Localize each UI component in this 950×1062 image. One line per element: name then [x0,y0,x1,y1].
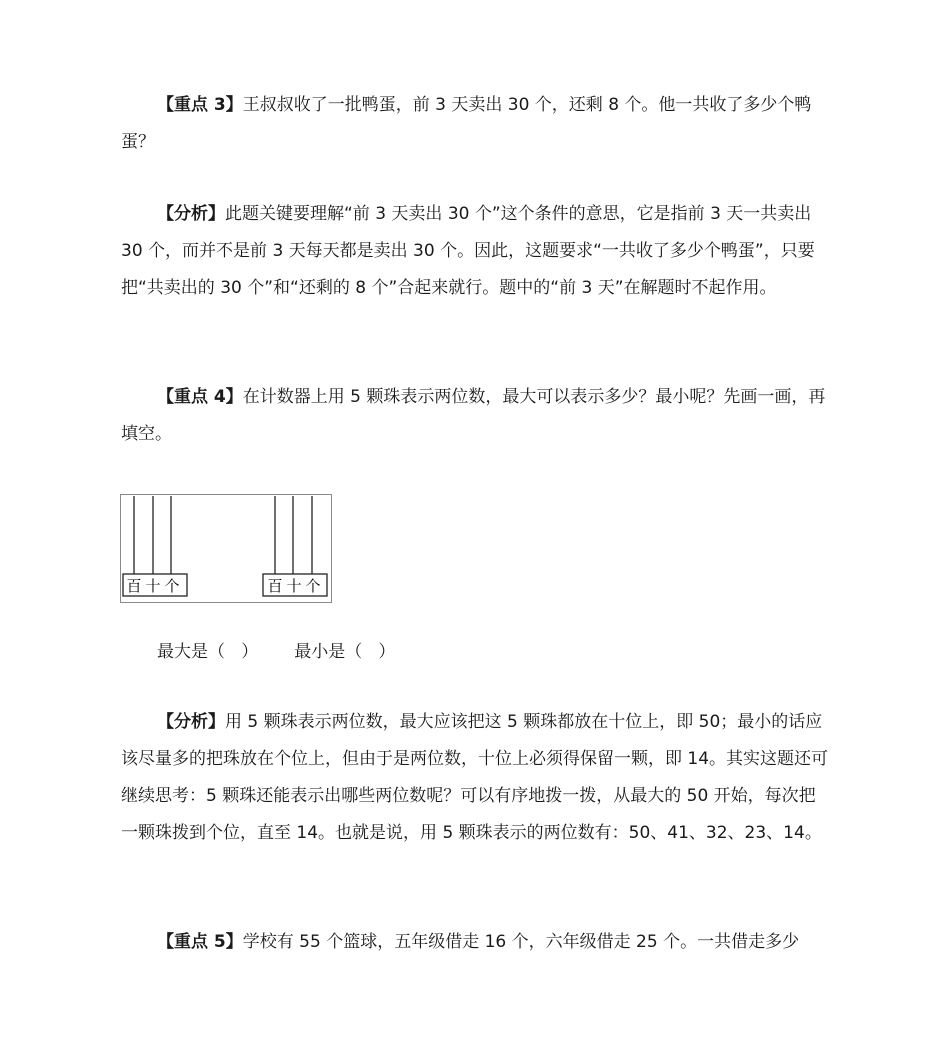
analysis-3 [121,196,831,307]
left-label-ones: 个 [164,577,180,595]
question-5-text: 学校有 55 个篮球，五年级借走 16 个，六年级借走 25 个。一共借走多少 [242,932,800,952]
analysis-4-label: 【分析】 [157,712,225,732]
question-4-text: 在计数器上用 5 颗珠表示两位数，最大可以表示多少？最小呢？先画一画，再填空。 [121,387,826,444]
question-4-label: 【重点 4】 [157,387,243,407]
abacus-figure [120,494,332,603]
fill-in-blanks [157,634,395,671]
max-blank: 最大是（ ） [157,642,259,662]
left-label-tens: 十 [145,577,161,595]
question-3-label: 【重点 3】 [157,95,243,115]
question-3 [121,87,831,161]
question-3-text: 王叔叔收了一批鸭蛋，前 3 天卖出 30 个，还剩 8 个。他一共收了多少个鸭蛋？ [121,95,812,152]
question-5-label: 【重点 5】 [157,932,243,952]
right-label-ones: 个 [305,577,321,595]
question-4 [121,379,831,453]
right-label-tens: 十 [286,577,302,595]
question-5 [121,924,831,961]
analysis-3-label: 【分析】 [157,204,225,224]
min-blank: 最小是（ ） [294,642,396,662]
analysis-4-text: 用 5 颗珠表示两位数，最大应该把这 5 颗珠都放在十位上，即 50；最小的话应该尽量多的把珠放在个位上，但由于是两位数，十位上必须得保留一颗，即 14。其实这题还可继续思考：5 颗珠还能表示出哪些两位数呢？可以有序地拨一拨，从最大的 50 开始，每次把一颗珠拨到个位，直至 14。也就是说，用 5 颗珠表示的两位数有：50、41、32、23、14。 [121,712,829,843]
right-label-hundreds: 百 [267,577,283,595]
left-label-hundreds: 百 [126,577,142,595]
analysis-3-text: 此题关键要理解“前 3 天卖出 30 个”这个条件的意思，它是指前 3 天一共卖出 30 个，而并不是前 3 天每天都是卖出 30 个。因此，这题要求“一共收了多少个鸭蛋”，只要把“共卖出的 30 个”和“还剩的 8 个”合起来就行。题中的“前 3 天”在解题时不起作用。 [121,204,815,298]
analysis-4 [121,704,831,852]
